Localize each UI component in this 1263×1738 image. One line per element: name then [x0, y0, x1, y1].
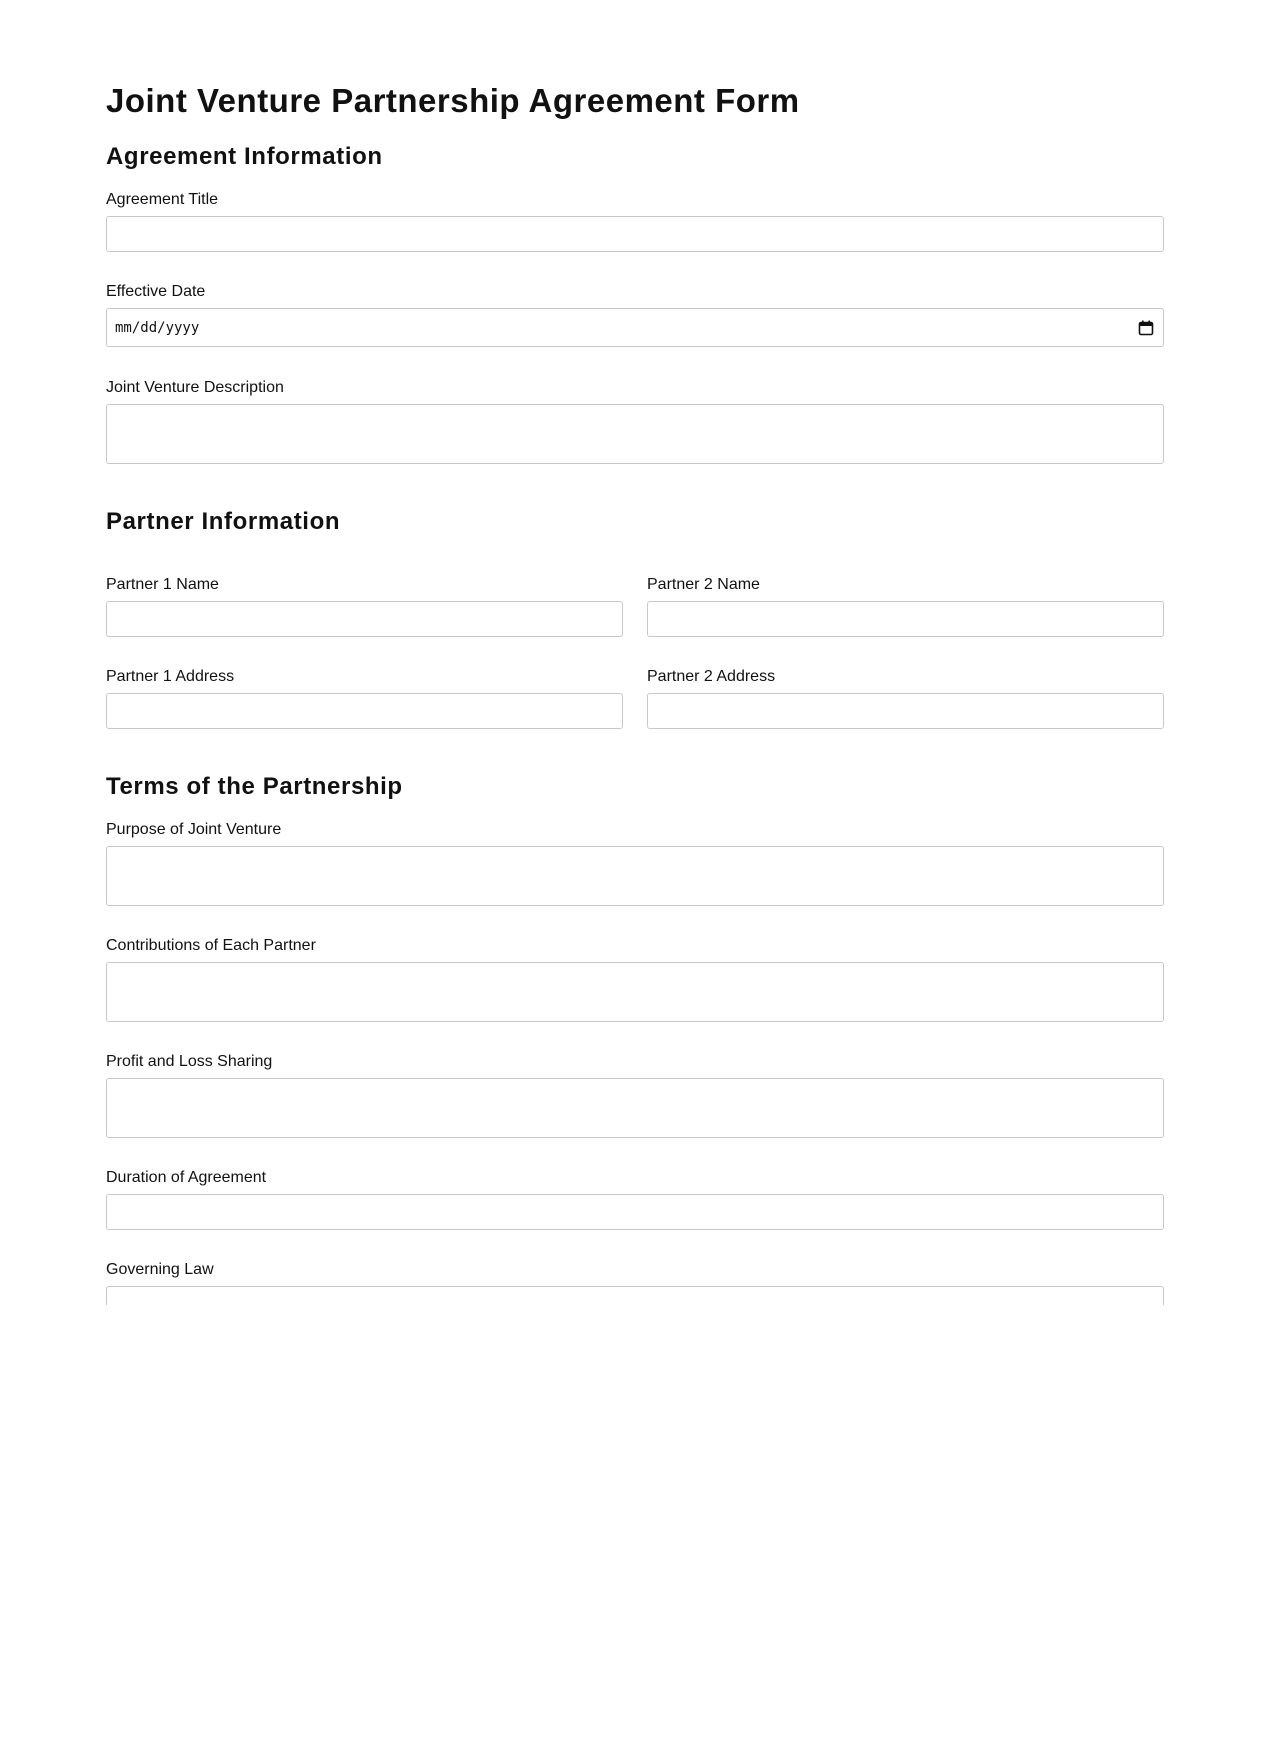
partner2-name-input[interactable] — [647, 601, 1164, 637]
contributions-textarea[interactable] — [106, 962, 1164, 1022]
section-heading-agreement-information: Agreement Information — [106, 143, 383, 170]
partner2-address-label: Partner 2 Address — [647, 668, 776, 685]
joint-venture-description-textarea[interactable] — [106, 404, 1164, 464]
partner1-name-input[interactable] — [106, 601, 623, 637]
effective-date-placeholder: mm/dd/yyyy — [115, 319, 200, 336]
page-title: Joint Venture Partnership Agreement Form — [106, 82, 800, 119]
profit-loss-textarea[interactable] — [106, 1078, 1164, 1138]
section-heading-partner-information: Partner Information — [106, 508, 341, 535]
purpose-label: Purpose of Joint Venture — [106, 821, 282, 838]
partner1-address-label: Partner 1 Address — [106, 668, 235, 685]
agreement-title-label: Agreement Title — [106, 191, 219, 208]
duration-input[interactable] — [106, 1194, 1164, 1230]
governing-law-input[interactable] — [106, 1286, 1164, 1305]
section-heading-terms: Terms of the Partnership — [106, 773, 403, 800]
partner1-name-label: Partner 1 Name — [106, 576, 219, 593]
governing-law-label: Governing Law — [106, 1261, 214, 1278]
effective-date-input[interactable] — [106, 308, 1164, 347]
partner2-name-label: Partner 2 Name — [647, 576, 760, 593]
partner2-address-input[interactable] — [647, 693, 1164, 729]
partner1-address-input[interactable] — [106, 693, 623, 729]
duration-label: Duration of Agreement — [106, 1169, 267, 1186]
contributions-label: Contributions of Each Partner — [106, 937, 316, 954]
effective-date-label: Effective Date — [106, 283, 206, 300]
profit-loss-label: Profit and Loss Sharing — [106, 1053, 273, 1070]
purpose-textarea[interactable] — [106, 846, 1164, 906]
agreement-title-input[interactable] — [106, 216, 1164, 252]
joint-venture-description-label: Joint Venture Description — [106, 379, 284, 396]
calendar-icon[interactable] — [1138, 320, 1154, 336]
